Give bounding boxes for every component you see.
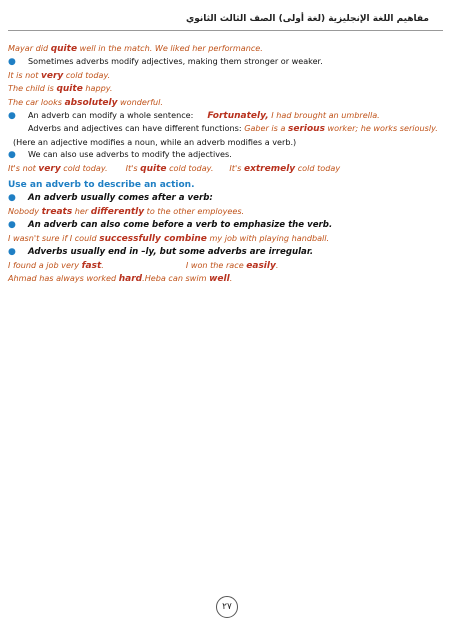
bullet-rule-line bbox=[8, 218, 443, 231]
rule-text: Sometimes adverbs modify adjectives, making them stronger or weaker. bbox=[28, 56, 323, 67]
example-text: I wasn't sure if I could bbox=[8, 232, 100, 243]
example-line bbox=[8, 272, 443, 285]
example-text: . bbox=[101, 259, 104, 270]
rule-text: An adverb usually comes after a verb: bbox=[28, 193, 213, 204]
header-rule bbox=[8, 30, 443, 31]
bullet-icon: ● bbox=[8, 57, 16, 68]
note-text: (Here an adjective modifies a noun, while an adverb modifies a verb.) bbox=[13, 136, 297, 147]
example-text: happy. bbox=[82, 83, 113, 94]
rule-text: We can also use adverbs to modify the adjectives. bbox=[28, 149, 232, 160]
page-header-title: مفاهيم اللغة الإنجليزية (لغة أولى) الصف الثالث الثانوي bbox=[185, 14, 429, 24]
example-line bbox=[8, 162, 443, 175]
rule-text: An adverb can also come before a verb to emphasize the verb. bbox=[28, 220, 333, 231]
highlighted-adverb: Fortunately, bbox=[207, 111, 269, 122]
example-line bbox=[8, 82, 443, 95]
highlighted-adverb-verb: successfully combine bbox=[99, 233, 207, 244]
bullet-rule-line bbox=[8, 245, 443, 258]
rule-text: Adverbs usually end in –ly, but some adverbs are irregular. bbox=[28, 247, 314, 258]
example-text: The child is bbox=[8, 83, 57, 94]
section-heading: Use an adverb to describe an action. bbox=[8, 180, 195, 191]
example-text: It's bbox=[229, 162, 244, 173]
example-line bbox=[8, 205, 443, 218]
example-text: Nobody bbox=[8, 205, 42, 216]
rule-text: Adverbs and adjectives can have different functions: bbox=[28, 123, 245, 134]
bullet-rule-line bbox=[8, 191, 443, 204]
example-text: Mayar did bbox=[8, 43, 51, 53]
example-text: .Heba can swim bbox=[142, 272, 210, 283]
example-text: It's not bbox=[8, 162, 39, 173]
example-text: her bbox=[72, 205, 91, 216]
example-text: cold today. bbox=[60, 162, 108, 173]
example-text: Ahmad has always worked bbox=[8, 272, 119, 283]
example-text: I had brought an umbrella. bbox=[268, 110, 380, 121]
example-text: to the other employees. bbox=[144, 205, 245, 216]
example-text: It's bbox=[125, 162, 141, 173]
example-text: wonderful. bbox=[117, 96, 164, 107]
page-content bbox=[8, 42, 443, 285]
highlighted-verb: treats bbox=[41, 206, 73, 217]
bullet-icon: ● bbox=[8, 220, 16, 231]
note-line bbox=[8, 136, 443, 148]
example-text: cold today. bbox=[166, 162, 214, 173]
example-text: I won the race bbox=[185, 259, 247, 270]
example-line bbox=[8, 69, 443, 82]
example-line bbox=[8, 96, 443, 109]
bullet-icon: ● bbox=[8, 247, 16, 258]
example-line bbox=[8, 232, 443, 245]
highlighted-adverb: easily bbox=[246, 260, 276, 271]
bullet-icon: ● bbox=[8, 193, 16, 204]
example-text: . bbox=[229, 272, 233, 283]
highlighted-adverb: well bbox=[209, 273, 230, 284]
example-text: The car looks bbox=[8, 96, 65, 107]
example-text: worker; he works seriously. bbox=[324, 123, 438, 134]
example-text: well in the match. We liked her performance. bbox=[77, 43, 263, 53]
example-text: cold today bbox=[295, 162, 341, 173]
bullet-rule-line bbox=[8, 109, 443, 122]
example-text: It is not bbox=[8, 69, 41, 80]
example-line bbox=[8, 259, 443, 272]
page-number: ٢٧ bbox=[216, 596, 238, 618]
highlighted-adverb: quite bbox=[56, 84, 83, 95]
example-text: I found a job very bbox=[8, 259, 82, 270]
example-text: cold today. bbox=[63, 69, 111, 80]
bullet-icon: ● bbox=[8, 111, 16, 122]
highlighted-adverb: quite bbox=[140, 163, 167, 174]
example-text: Gaber is a bbox=[244, 123, 289, 134]
highlighted-adverb: very bbox=[38, 163, 61, 174]
highlighted-adverb: fast bbox=[81, 260, 102, 271]
example-text: my job with playing handball. bbox=[206, 232, 330, 243]
highlighted-adverb: quite bbox=[50, 44, 78, 54]
bullet-icon: ● bbox=[8, 150, 16, 161]
highlighted-adjective: serious bbox=[288, 124, 325, 135]
bullet-rule-line bbox=[8, 148, 443, 161]
example-line bbox=[8, 42, 443, 55]
example-text: . bbox=[275, 259, 279, 270]
highlighted-adverb: absolutely bbox=[64, 97, 118, 108]
highlighted-adverb: hard bbox=[118, 273, 143, 284]
bullet-rule-line bbox=[8, 55, 443, 68]
highlighted-adverb: differently bbox=[90, 206, 145, 217]
highlighted-adverb: very bbox=[41, 70, 64, 81]
rule-text: An adverb can modify a whole sentence: bbox=[28, 110, 194, 121]
highlighted-adverb: extremely bbox=[243, 163, 296, 174]
rule-line bbox=[8, 122, 443, 135]
